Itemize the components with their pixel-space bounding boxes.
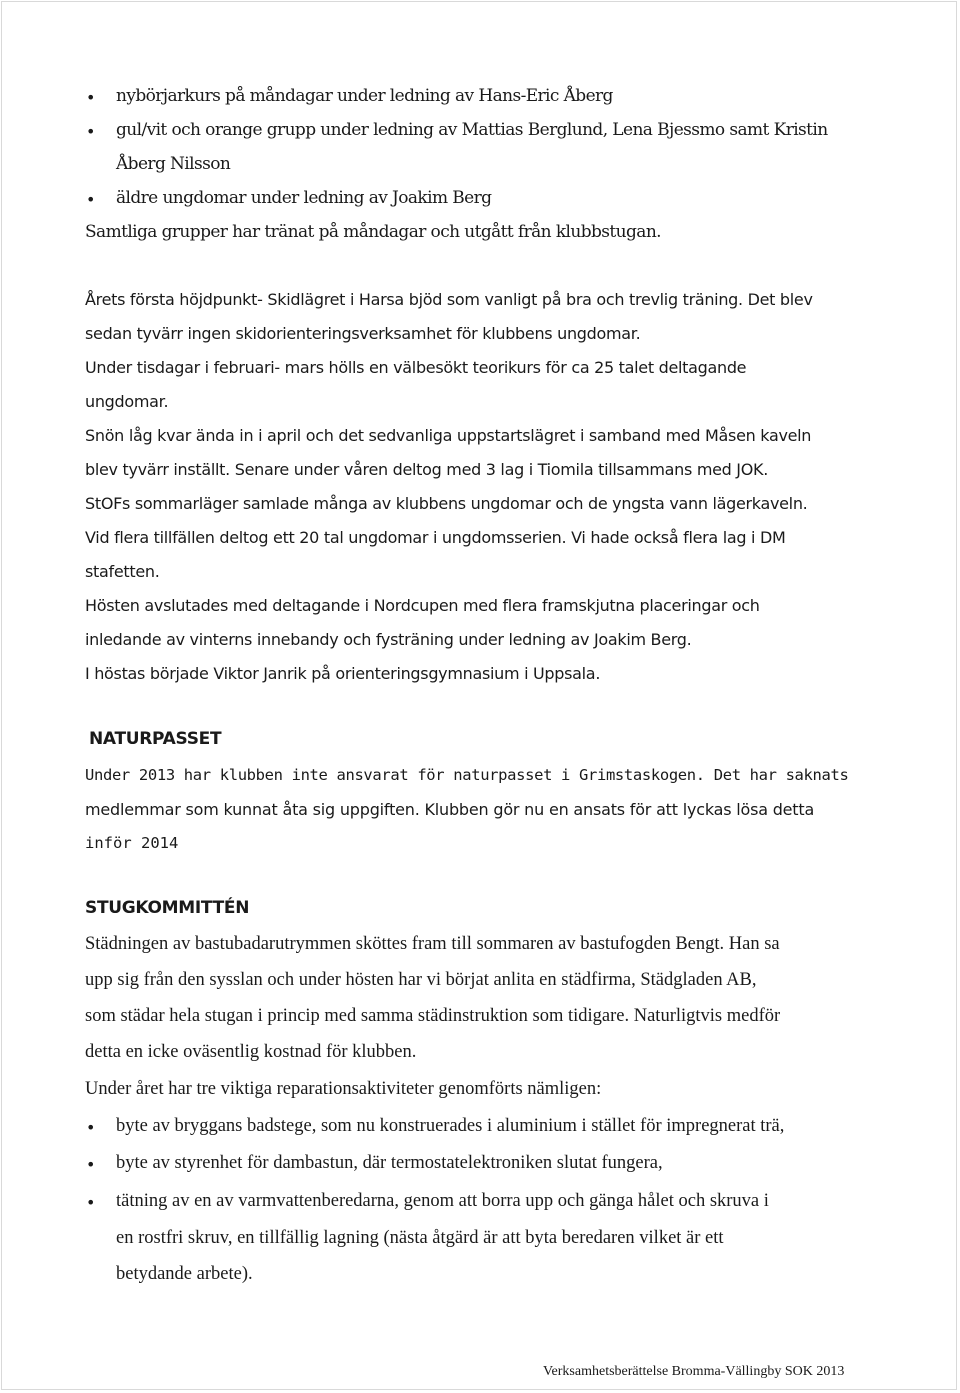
paragraph-line: Snön låg kvar ända in i april och det sedvanliga uppstartslägret i samband med Måsen kaveln xyxy=(85,426,812,445)
bullet-marker: • xyxy=(86,1155,96,1174)
paragraph-line: som städar hela stugan i princip med samma städinstruktion som tidigare. Naturligtvis medför xyxy=(85,1006,781,1026)
naturpasset-line: inför 2014 xyxy=(85,834,179,852)
repairs-intro: Under året har tre viktiga reparationsaktiviteter genomförts nämligen: xyxy=(85,1079,602,1099)
list-item: nybörjarkurs på måndagar under ledning av Hans-Eric Åberg xyxy=(116,86,613,106)
paragraph-line: Hösten avslutades med deltagande i Nordcupen med flera framskjutna placeringar och xyxy=(85,596,760,615)
list-item: gul/vit och orange grupp under ledning av Mattias Berglund, Lena Bjessmo samt Kristin xyxy=(116,120,828,140)
bullet-marker: • xyxy=(86,190,96,209)
list-item-continuation: betydande arbete). xyxy=(116,1264,253,1284)
paragraph-line: Årets första höjdpunkt- Skidlägret i Harsa bjöd som vanligt på bra och trevlig träning. Det blev xyxy=(85,290,813,309)
paragraph-line: upp sig från den sysslan och under hösten har vi börjat anlita en städfirma, Städgladen AB, xyxy=(85,970,757,990)
paragraph-line: ungdomar. xyxy=(85,392,169,411)
paragraph-line: sedan tyvärr ingen skidorienteringsverksamhet för klubbens ungdomar. xyxy=(85,324,641,343)
list-item: tätning av en av varmvattenberedarna, genom att borra upp och gänga hålet och skruva i xyxy=(116,1191,769,1211)
list-item-continuation: Åberg Nilsson xyxy=(116,154,231,174)
stugkommitten-heading: STUGKOMMITTÉN xyxy=(85,898,250,918)
paragraph-line: StOFs sommarläger samlade många av klubbens ungdomar och de yngsta vann lägerkaveln. xyxy=(85,494,808,513)
paragraph-line: Under tisdagar i februari- mars hölls en välbesökt teorikurs för ca 25 talet deltagande xyxy=(85,358,747,377)
paragraph-line: stafetten. xyxy=(85,562,160,581)
bullet-marker: • xyxy=(86,122,96,141)
naturpasset-line: Under 2013 har klubben inte ansvarat för naturpasset i Grimstaskogen. Det har saknats xyxy=(85,766,849,784)
paragraph-line: inledande av vinterns innebandy och fysträning under ledning av Joakim Berg. xyxy=(85,630,692,649)
paragraph-line: Städningen av bastubadarutrymmen sköttes fram till sommaren av bastufogden Bengt. Han sa xyxy=(85,934,780,954)
naturpasset-line: medlemmar som kunnat åta sig uppgiften. Klubben gör nu en ansats för att lyckas lösa detta xyxy=(85,800,815,819)
bullet-marker: • xyxy=(86,1193,96,1212)
paragraph-line: Vid flera tillfällen deltog ett 20 tal ungdomar i ungdomsserien. Vi hade också flera lag i DM xyxy=(85,528,786,547)
list-item: äldre ungdomar under ledning av Joakim Berg xyxy=(116,188,492,208)
page-footer: Verksamhetsberättelse Bromma-Vällingby SOK 2013 xyxy=(543,1364,845,1379)
groups-summary: Samtliga grupper har tränat på måndagar och utgått från klubbstugan. xyxy=(85,222,661,242)
bullet-marker: • xyxy=(86,88,96,107)
paragraph-line: blev tyvärr inställt. Senare under våren deltog med 3 lag i Tiomila tillsammans med JOK. xyxy=(85,460,768,479)
list-item: byte av bryggans badstege, som nu konstruerades i aluminium i stället för impregnerat trä, xyxy=(116,1116,785,1136)
list-item: byte av styrenhet för dambastun, där termostatelektroniken slutat fungera, xyxy=(116,1153,663,1173)
bullet-marker: • xyxy=(86,1118,96,1137)
paragraph-line: I höstas började Viktor Janrik på orienteringsgymnasium i Uppsala. xyxy=(85,664,601,683)
list-item-continuation: en rostfri skruv, en tillfällig lagning (nästa åtgärd är att byta beredaren vilket är ett xyxy=(116,1228,724,1248)
paragraph-line: detta en icke oväsentlig kostnad för klubben. xyxy=(85,1042,417,1062)
naturpasset-heading: NATURPASSET xyxy=(89,729,222,749)
page-border xyxy=(1,1,957,1390)
